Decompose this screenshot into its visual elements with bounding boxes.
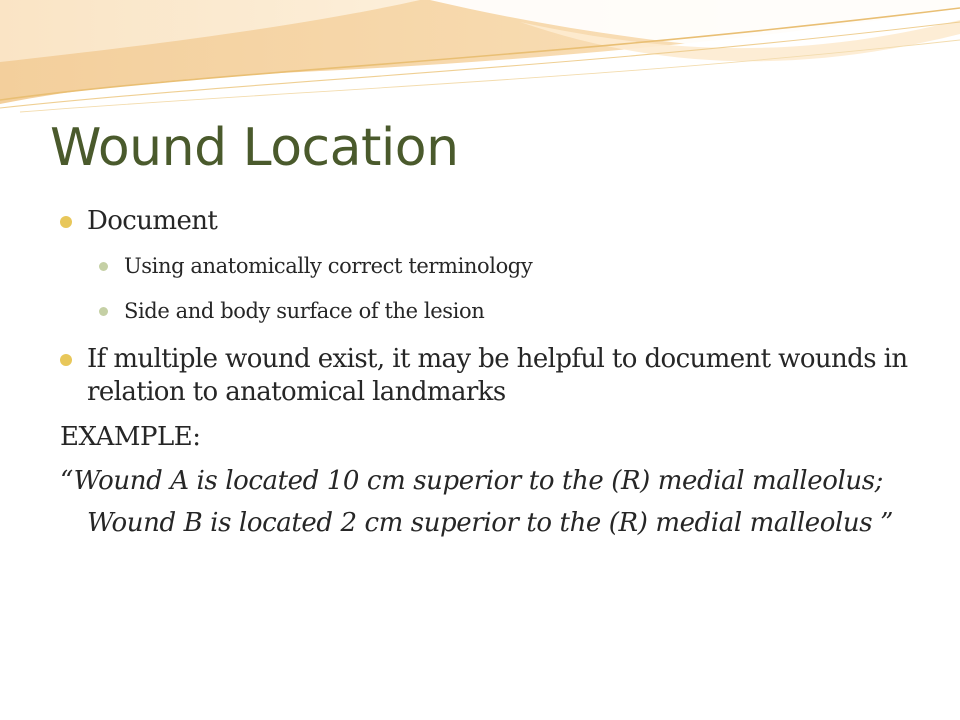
slide-title: Wound Location [50, 118, 459, 178]
sub-bullet-side-surface [99, 297, 920, 325]
sub-bullet-text: Using anatomically correct terminology [124, 254, 533, 278]
bullet-document [60, 205, 920, 238]
top-wave-decoration [0, 0, 960, 115]
bullet-multiple-wounds [60, 343, 920, 409]
sub-bullet-dot-icon [99, 307, 108, 316]
bullet-text: Document [87, 206, 218, 236]
bullet-text: If multiple wound exist, it may be helpful to document wounds in relation to anatomical landmarks [87, 344, 908, 407]
example-label: EXAMPLE: [60, 422, 201, 452]
example-quote: “Wound A is located 10 cm superior to the (R) medial malleolus; Wound B is located 2 cm superior to the (R) medial malleolus ” [60, 466, 893, 538]
sub-bullet-terminology [99, 252, 920, 280]
bullet-dot-icon [60, 354, 72, 366]
sub-bullet-dot-icon [99, 262, 108, 271]
bullet-dot-icon [60, 216, 72, 228]
sub-bullet-text: Side and body surface of the lesion [124, 299, 485, 323]
slide-body [60, 205, 920, 544]
